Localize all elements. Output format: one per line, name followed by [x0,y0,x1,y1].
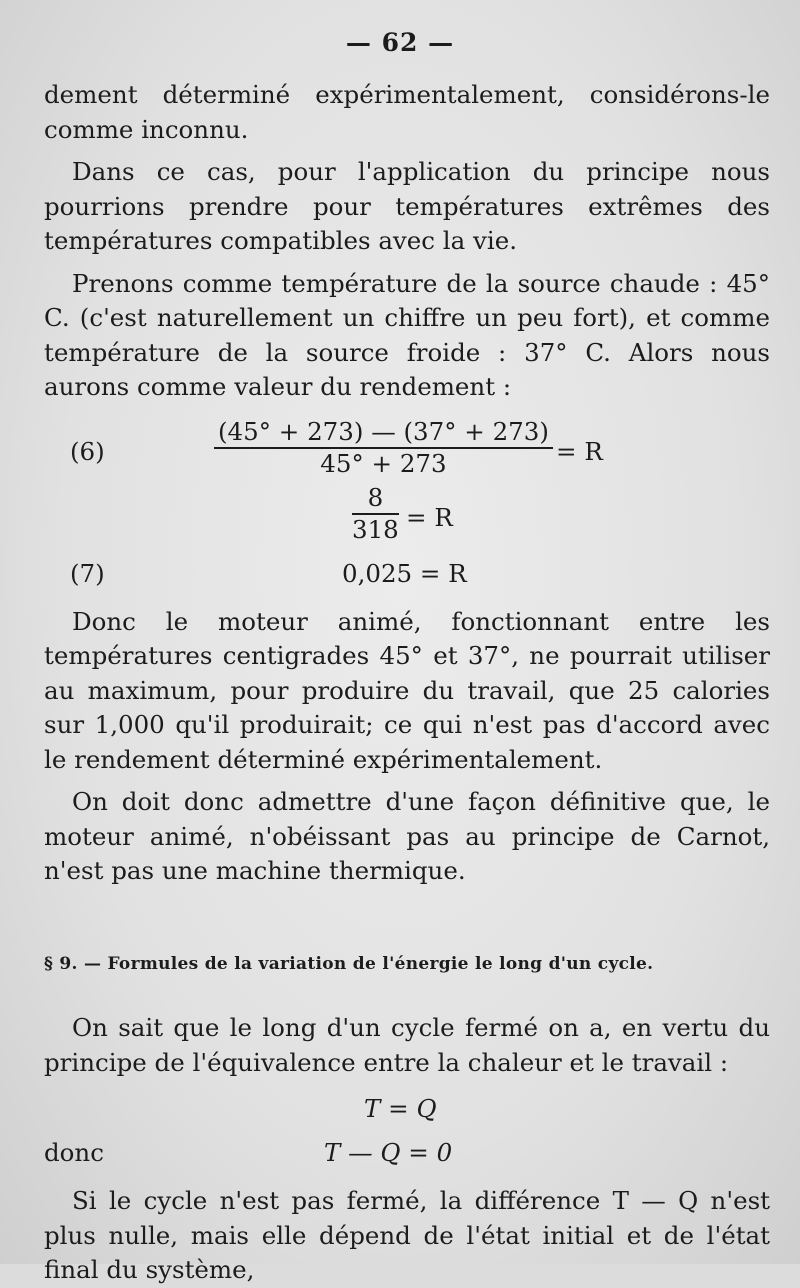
equation-6b [44,483,770,549]
formula-a [44,1092,770,1128]
paragraph-5: On doit donc admettre d'une façon définitive que, le moteur animé, n'obéissant pas au principe de Carnot, n'est pas une machine thermique. [44,787,770,885]
paragraph-3: Prenons comme température de la source chaude : 45° C. (c'est naturellement un chiffre un peu fort), et comme température de la source froide : 37° C. Alors nous aurons comme valeur du rendement : [44,268,770,401]
equation-7 [44,557,770,597]
paragraph-4: Donc le moteur animé, fonctionnant entre les températures centigrades 45° et 37°, ne pourrait utiliser au maximum, pour produire du travail, que 25 calories sur 1,000 qu'il produirait; ce qui n'est pas d'accord avec le rendement déterminé expérimentalement. [44,606,770,774]
formula-a-expr: T = Q [364,1094,437,1123]
equation-6-denominator: 45° + 273 [320,448,447,478]
equation-6 [44,417,770,483]
equation-6b-denominator: 318 [352,514,399,544]
equation-7-expr: 0,025 = R [342,558,467,588]
formula-b-prefix: donc [44,1138,104,1167]
equation-6-numerator: (45° + 273) — (37° + 273) [214,417,553,449]
equation-6b-rhs: = R [406,502,453,532]
equation-6b-fraction [352,483,399,545]
formula-b [44,1136,770,1172]
paragraph-7: Si le cycle n'est pas fermé, la différence T — Q n'est plus nulle, mais elle dépend de l'état initial et de l'état final du système, [44,1186,770,1284]
equation-6b-numerator: 8 [352,483,399,515]
paragraph-2: Dans ce cas, pour l'application du principe nous pourrions prendre pour températures extrêmes des températures compatibles avec la vie. [44,157,770,255]
paragraph-1: dement déterminé expérimentalement, considérons-le comme inconnu. [44,80,770,144]
formula-b-expr: T — Q = 0 [324,1138,453,1167]
page-body [44,78,770,1288]
page-number: — 62 — [345,28,455,57]
section-heading: § 9. — Formules de la variation de l'énergie le long d'un cycle. [44,953,654,974]
equation-7-label: (7) [70,558,105,588]
equation-6-rhs: = R [556,436,603,466]
equation-6-fraction [214,417,553,479]
paragraph-6: On sait que le long d'un cycle fermé on a, en vertu du principe de l'équivalence entre la chaleur et le travail : [44,1013,770,1077]
equation-6-label: (6) [70,436,105,466]
